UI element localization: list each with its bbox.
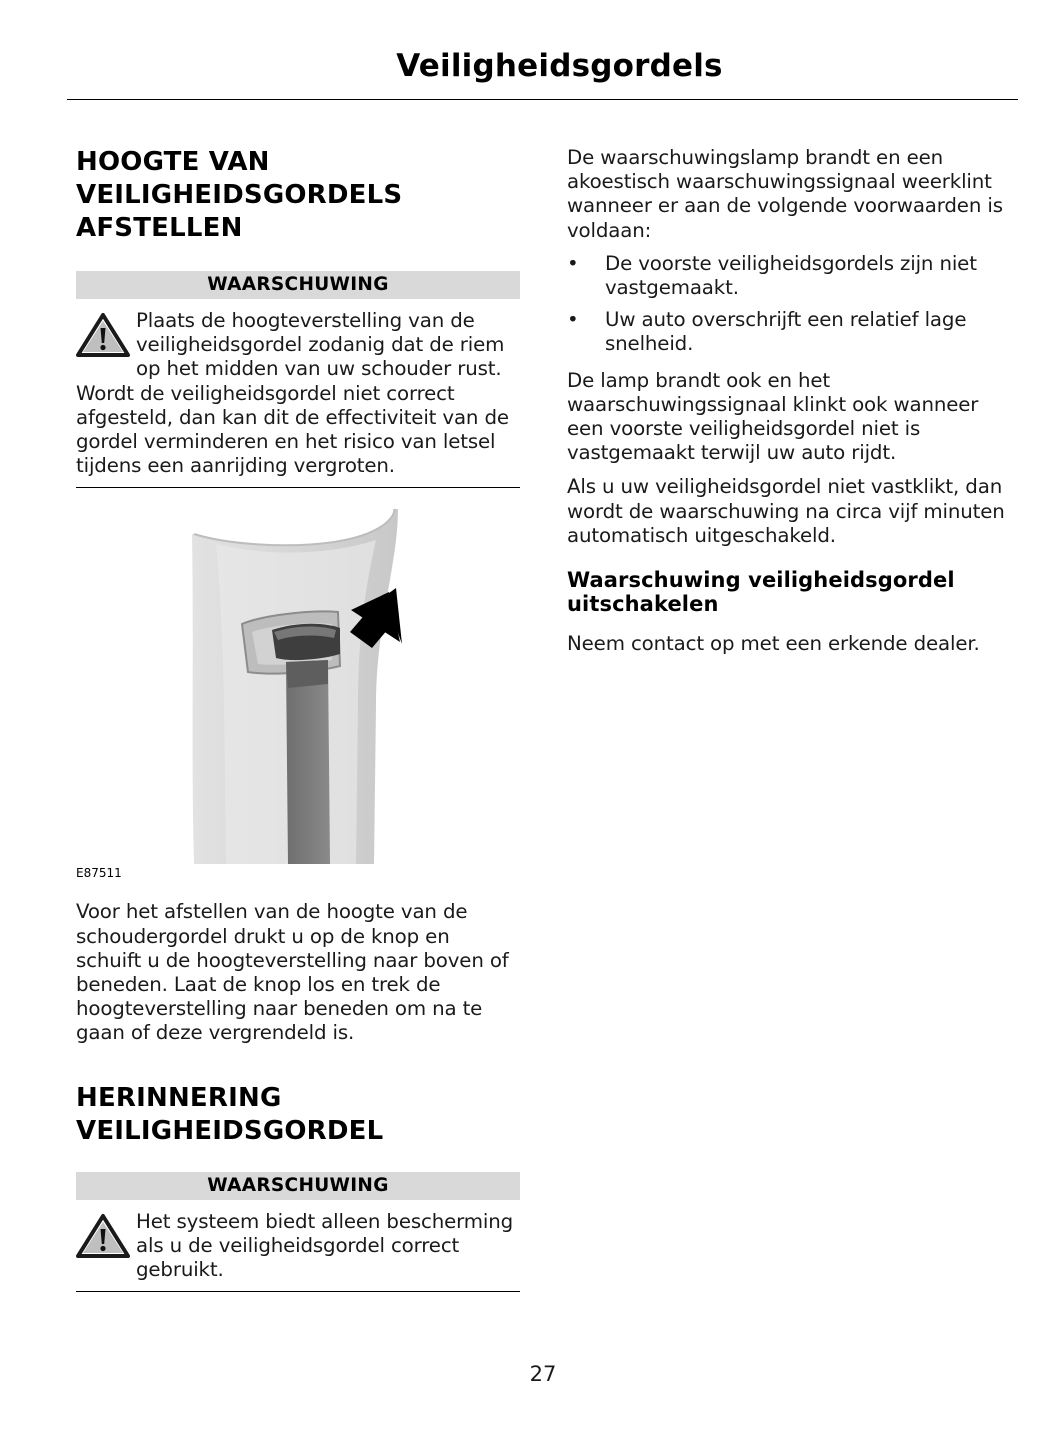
- page-title: Veiligheidsgordels: [396, 48, 723, 84]
- warning-block: [76, 299, 520, 488]
- warning-label-bar: WAARSCHUWING: [76, 1172, 520, 1200]
- page-header: [67, 44, 1018, 100]
- section-heading-seatbelt-reminder: [76, 1082, 520, 1148]
- warning-triangle-icon: [76, 1213, 130, 1259]
- left-column: [76, 146, 520, 1292]
- conditions-list: [567, 252, 1019, 357]
- bullet-symbol: •: [567, 308, 579, 332]
- bullet-symbol: •: [567, 251, 579, 275]
- heading-line: HOOGTE VAN: [76, 147, 270, 177]
- adjust-instructions: Voor het afstellen van de hoogte van de schoudergordel drukt u op de knop en schuift u de hoogteverstelling naar boven of beneden. Laat de knop los en trek de hoogteverstelling naar beneden om na te gaan of deze vergrendeld is.: [76, 900, 509, 1045]
- list-item: [567, 308, 1019, 356]
- reminder-intro: De waarschuwingslamp brandt en een akoestisch waarschuwingssignaal weerklint wanneer er aan de volgende voorwaarden is voldaan:: [567, 146, 1003, 242]
- auto-off-paragraph: Als u uw veiligheidsgordel niet vastklikt, dan wordt de waarschuwing na circa vijf minuten automatisch uitgeschakeld.: [567, 475, 1005, 547]
- warning-text: Plaats de hoogteverstelling van de veiligheidsgordel zodanig dat de riem op het midden van uw schouder rust. Wordt de veiligheidsgordel niet correct afgesteld, dan kan dit de effectiviteit van de gordel verminderen en het risico van letsel tijdens een aanrijding vergroten.: [76, 309, 509, 478]
- list-item-text: Uw auto overschrijft een relatief lage snelheid.: [605, 308, 967, 356]
- lamp-paragraph: De lamp brandt ook en het waarschuwingssignaal klinkt ook wanneer een voorste veiligheidsgordel niet is vastgemaakt terwijl uw auto rijdt.: [567, 368, 979, 465]
- heading-line: VEILIGHEIDSGORDELS: [76, 180, 403, 210]
- warning-label-bar: WAARSCHUWING: [76, 271, 520, 299]
- heading-line: HERINNERING: [76, 1082, 282, 1113]
- disable-warning-subheading: Waarschuwing veiligheidsgordel uitschakelen: [567, 568, 955, 617]
- warning-text: Het systeem biedt alleen bescherming als u de veiligheidsgordel correct gebruikt.: [136, 1209, 514, 1282]
- warning-block: [76, 1200, 520, 1293]
- list-item-text: De voorste veiligheidsgordels zijn niet vastgemaakt.: [605, 251, 977, 300]
- dealer-paragraph: Neem contact op met een erkende dealer.: [567, 632, 980, 656]
- heading-line: AFSTELLEN: [76, 213, 243, 243]
- heading-line: VEILIGHEIDSGORDEL: [76, 1115, 384, 1146]
- seatbelt-height-adjuster-figure: [76, 504, 520, 882]
- section-heading-height-adjust: [76, 146, 520, 245]
- right-column: [567, 146, 1019, 656]
- figure-reference-code: E87511: [76, 866, 122, 881]
- warning-triangle-icon: [76, 312, 130, 358]
- seatbelt-illustration: [76, 504, 520, 882]
- list-item: [567, 252, 1019, 300]
- page-number: 27: [529, 1362, 557, 1386]
